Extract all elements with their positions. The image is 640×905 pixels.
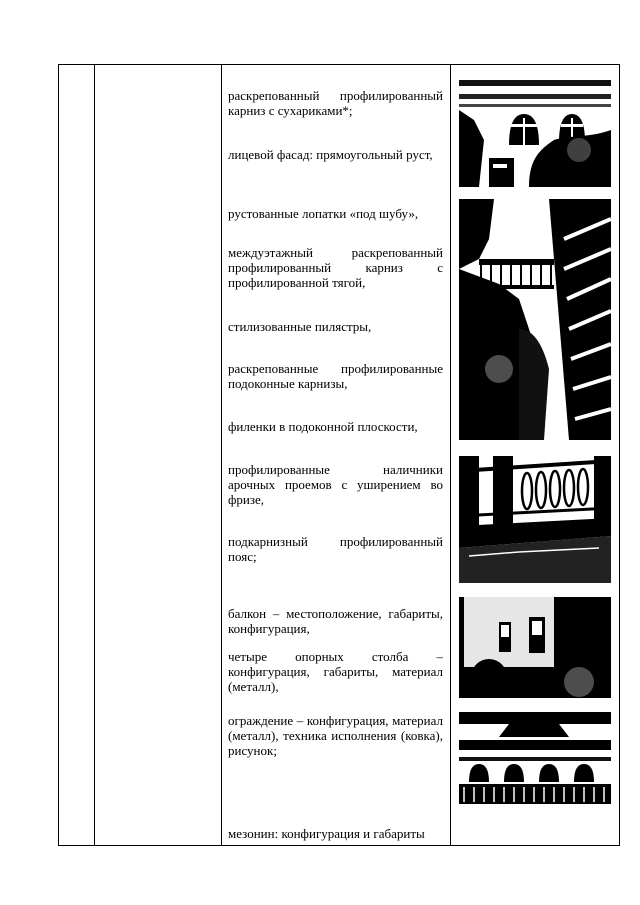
item-panels: филенки в подоконной плоскости, bbox=[228, 419, 418, 434]
item-eaves-belt: подкарнизный профилированный пояс; bbox=[228, 534, 443, 564]
item-main-facade: лицевой фасад: прямоугольный руст, bbox=[228, 147, 433, 162]
mezzanine-photo bbox=[459, 712, 611, 804]
item-rusticated-lesenes: рустованные лопатки «под шубу», bbox=[228, 206, 419, 221]
column-divider-1 bbox=[94, 64, 95, 846]
item-window-cornices: раскрепованные профилированные подоконные карнизы, bbox=[228, 361, 443, 391]
building-facade-photo bbox=[459, 80, 611, 187]
balcony-railing-photo bbox=[459, 456, 611, 583]
item-support-posts: четыре опорных столба – конфигурация, габариты, материал (металл), bbox=[228, 649, 443, 694]
facade-windows-photo bbox=[459, 597, 611, 698]
column-divider-2 bbox=[221, 64, 222, 846]
item-mezzanine: мезонин: конфигурация и габариты bbox=[228, 826, 425, 841]
item-architraves: профилированные наличники арочных проемов с уширением во фризе, bbox=[228, 462, 443, 507]
item-balcony: балкон – местоположение, габариты, конфигурация, bbox=[228, 606, 443, 636]
item-railing: ограждение – конфигурация, материал (металл), техника исполнения (ковка), рисунок; bbox=[228, 713, 443, 758]
item-pilasters: стилизованные пилястры, bbox=[228, 319, 372, 334]
column-divider-3 bbox=[450, 64, 451, 846]
rusticated-wall-balcony-photo bbox=[459, 199, 611, 440]
item-interfloor-cornice: междуэтажный раскрепованный профилированный карниз с профилированной тягой, bbox=[228, 245, 443, 290]
item-cornice: раскрепованный профилированный карниз с сухариками*; bbox=[228, 88, 443, 118]
